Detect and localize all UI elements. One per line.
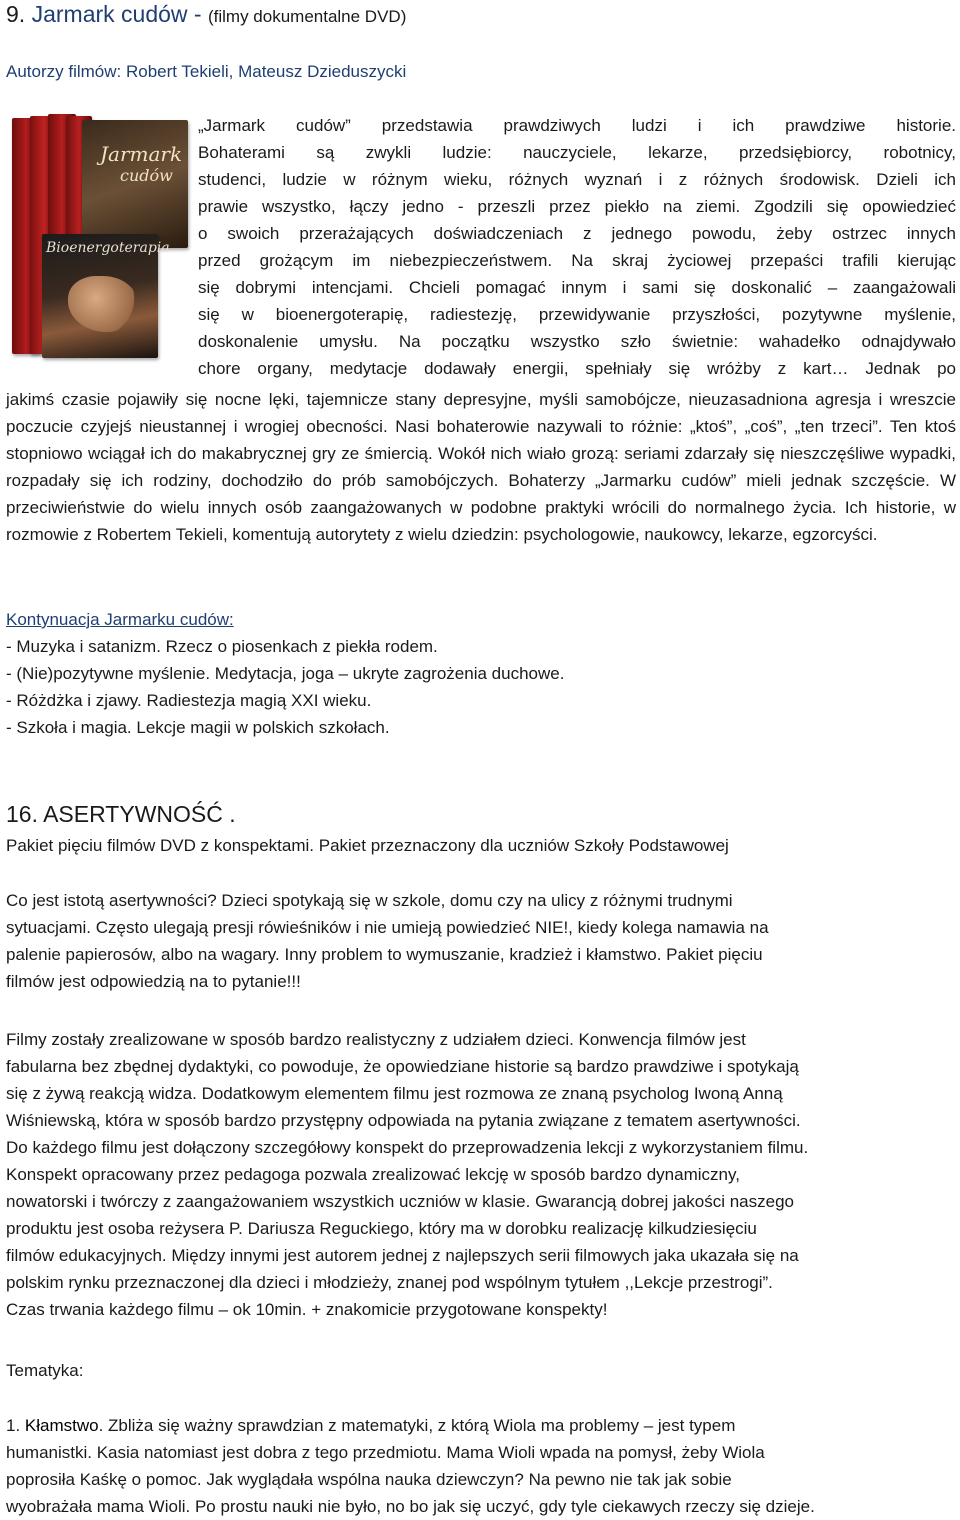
tematyka-item-1: [6, 1412, 815, 1520]
text-line: [6, 1412, 815, 1439]
text-line: humanistki. Kasia natomiast jest dobra z tego przedmiotu. Mama Wioli wpada na pomysł, żeby Wiola: [6, 1443, 765, 1462]
section-16-intro: [6, 832, 729, 859]
text-line: nowatorski i twórczy z zaangażowaniem wszystkich uczniów w klasie. Gwarancją dobrej jakości naszego: [6, 1192, 794, 1211]
item-number: 1.: [6, 1416, 25, 1435]
text-line: się z żywą reakcją widza. Dodatkowym elementem filmu jest rozmowa ze znaną psycholog Iwoną Anną: [6, 1084, 783, 1103]
section-9-text-beside-image: [198, 112, 956, 382]
text-line: doskonalenie umysłu. Na początku wszystko szło świetnie: wahadełko odnajdywało: [198, 332, 956, 351]
text-line: chore organy, medytacje dodawały energii, spełniały się wróżby z kart… Jednak po: [198, 359, 956, 378]
section-16-paragraph-2: [6, 1026, 808, 1323]
list-item: - (Nie)pozytywne myślenie. Medytacja, joga – ukryte zagrożenia duchowe.: [6, 664, 565, 683]
text-line: „Jarmark cudów” przedstawia prawdziwych ludzi i ich prawdziwe historie.: [198, 116, 956, 135]
tematyka-heading: Tematyka:: [6, 1361, 84, 1380]
section-16-paragraph-1: [6, 887, 769, 995]
text-line: Bohaterami są zwykli ludzie: nauczyciele, lekarze, przedsiębiorcy, robotnicy,: [198, 143, 956, 162]
title-separator: -: [187, 1, 208, 27]
text-line: się w bioenergoterapię, radiestezję, przewidywanie przyszłości, pozytywne myślenie,: [198, 305, 956, 324]
text-line: filmów edukacyjnych. Między innymi jest autorem jednej z najlepszych serii filmowych jaka ukazała się na: [6, 1246, 799, 1265]
authors-line: Autorzy filmów: Robert Tekieli, Mateusz Dzieduszycki: [6, 62, 407, 81]
text-line: o swoich przerażających doświadczeniach z jednego powodu, żeby ostrzec innych: [198, 224, 956, 243]
text-line: filmów jest odpowiedzią na to pytanie!!!: [6, 972, 301, 991]
text-line: fabularna bez zbędnej dydaktyki, co powoduje, że opowiedziane historie są bardzo prawdziwe i spotykają: [6, 1057, 799, 1076]
text-line: Do każdego filmu jest dołączony szczegółowy konspekt do przeprowadzenia lekcji z wykorzystaniem filmu.: [6, 1138, 809, 1157]
section-9-paragraph: jakimś czasie pojawiły się nocne lęki, tajemnicze stany depresyjne, myśli samobójcze, nieuzasadniona agresja i wreszcie poczucie czyjejś nieustannej i wrogiej obecności. Nasi bohaterowie nazywali to różnie: „ktoś”, „coś”, „ten trzeci”. Ten ktoś stopniowo wciągał ich do makabrycznej gry ze śmiercią. Wokół nich wiało grozą: seriami zdarzały się nieszczęśliwe wypadki, rozpadały się ich rodziny, dochodziło do prób samobójczych. Bohaterzy „Jarmarku cudów” mieli jednak szczęście. W przeciwieństwie do wielu innych osób zaangażowanych w podobne praktyki wrócili do normalnego życia. Ich historie, w rozmowie z Robertem Tekieli, komentują autorytety z wielu dziedzin: psychologowie, naukowcy, lekarze, egzorcyści.: [6, 390, 956, 544]
item-title: Kłamstwo: [24, 1416, 99, 1435]
section-16-title: 16. ASERTYWNOŚĆ .: [6, 801, 236, 827]
text-line: Filmy zostały zrealizowane w sposób bardzo realistyczny z udziałem dzieci. Konwencja filmów jest: [6, 1030, 746, 1049]
dvd-cover-image: [8, 112, 190, 360]
text-line: się dobrymi intencjami. Chcieli pomagać innym i sami się doskonalić – zaangażowali: [198, 278, 956, 297]
text-line: Wiśniewską, która w sposób bardzo przystępny odpowiada na pytania związane z tematem asertywności.: [6, 1111, 801, 1130]
cover-title-jarmark: Jarmark: [100, 142, 183, 166]
list-item: - Szkoła i magia. Lekcje magii w polskich szkołach.: [6, 718, 390, 737]
text-line: wyobrażała mama Wioli. Po prostu nauki nie było, no bo jak się uczyć, gdy tyle ciekawych rzeczy się dzieje.: [6, 1497, 815, 1516]
intro-text: Pakiet pięciu filmów DVD z konspektami. Pakiet przeznaczony dla uczniów Szkoły Podstawowej: [6, 836, 729, 855]
section-9-subtitle: (filmy dokumentalne DVD): [207, 7, 407, 26]
cover-title-bioenergoterapia: Bioenergoterapia: [46, 240, 170, 256]
text-line: produktu jest osoba reżysera P. Dariusza Reguckiego, który ma w dorobku realizację kilkudziesięciu: [6, 1219, 757, 1238]
text-line: poprosiła Kaśkę o pomoc. Jak wyglądała wspólna nauka dziewczyn? Na pewno nie tak jak sobie: [6, 1470, 732, 1489]
text-line: studenci, ludzie w różnym wieku, różnych wyznań i z różnych środowisk. Dzieli ich: [198, 170, 956, 189]
text-line: sytuacjami. Często ulegają presji rówieśników i nie umieją powiedzieć NIE!, kiedy kolega namawia na: [6, 918, 769, 937]
continuation-block: [6, 606, 564, 741]
list-item: - Muzyka i satanizm. Rzecz o piosenkach z piekła rodem.: [6, 637, 438, 656]
text-line: palenie papierosów, albo na wagary. Inny problem to wymuszanie, kradzież i kłamstwo. Pakiet pięciu: [6, 945, 763, 964]
text-line: Co jest istotą asertywności? Dzieci spotykają się w szkole, domu czy na ulicy z różnymi trudnymi: [6, 891, 733, 910]
item-text: . Zbliża się ważny sprawdzian z matematyki, z którą Wiola ma problemy – jest typem: [98, 1416, 736, 1435]
cover-title-cudow: cudów: [120, 166, 173, 185]
section-9-text-full: [6, 386, 956, 548]
text-line: polskim rynku przeznaczonej dla dzieci i młodzieży, znanej pod wspólnym tytułem ,,Lekcje przestrogi”.: [6, 1273, 773, 1292]
text-line: Czas trwania każdego filmu – ok 10min. + znakomicie przygotowane konspekty!: [6, 1300, 608, 1319]
continuation-heading: Kontynuacja Jarmarku cudów:: [6, 610, 234, 629]
section-9-title: [6, 0, 406, 31]
text-line: przed grożącym im niebezpieczeństwem. Na skraj życiowej przepaści trafili kierując: [198, 251, 956, 270]
text-line: prawie wszystko, łączy jedno - przeszli przez piekło na ziemi. Zgodzili się opowiedzieć: [198, 197, 956, 216]
section-9-number: 9.: [6, 1, 26, 27]
section-9-name: Jarmark cudów: [31, 1, 188, 27]
text-line: Konspekt opracowany przez pedagoga pozwala zrealizować lekcję w sposób bardzo dynamiczny,: [6, 1165, 740, 1184]
list-item: - Różdżka i zjawy. Radiestezja magią XXI wieku.: [6, 691, 372, 710]
